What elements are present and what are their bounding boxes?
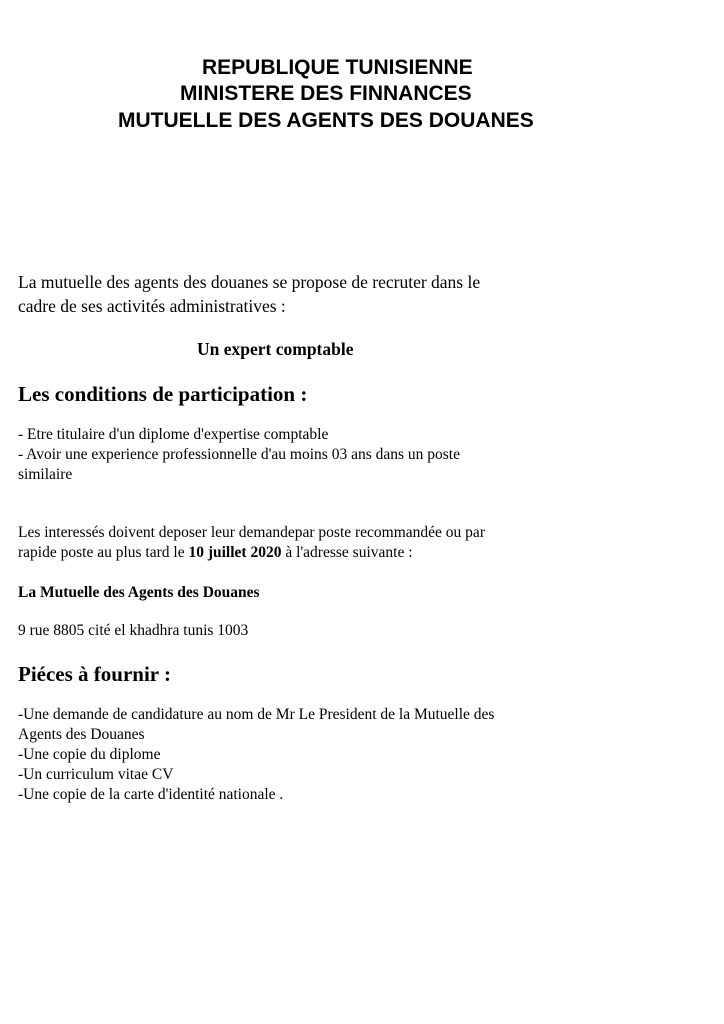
conditions-heading: Les conditions de participation : [18, 382, 308, 406]
application-line [18, 543, 485, 563]
position-title: Un expert comptable [197, 339, 354, 359]
application-text: à l'adresse suivante : [281, 544, 413, 561]
list-item: similaire [18, 466, 73, 483]
application-paragraph [18, 523, 485, 563]
address-line: 9 rue 8805 cité el khadhra tunis 1003 [18, 622, 249, 639]
intro-line: cadre de ses activités administratives : [18, 296, 286, 316]
application-line: Les interessés doivent deposer leur demandepar poste recommandée ou par [18, 524, 485, 541]
list-item: Agents des Douanes [18, 726, 145, 743]
address-name: La Mutuelle des Agents des Douanes [18, 584, 260, 601]
application-text: rapide poste au plus tard le [18, 544, 189, 561]
list-item: - Etre titulaire d'un diplome d'expertise comptable [18, 426, 329, 443]
list-item: -Une copie du diplome [18, 746, 161, 763]
header-ministry: MINISTERE DES FINNANCES [180, 82, 472, 105]
pieces-list [18, 705, 494, 805]
list-item: -Une copie de la carte d'identité nationale . [18, 786, 284, 803]
list-item: -Une demande de candidature au nom de Mr Le President de la Mutuelle des [18, 706, 495, 723]
intro-paragraph [18, 270, 480, 318]
header-republic: REPUBLIQUE TUNISIENNE [202, 56, 473, 79]
intro-line: La mutuelle des agents des douanes se propose de recruter dans le [18, 272, 481, 292]
conditions-list [18, 425, 460, 485]
header-mutual: MUTUELLE DES AGENTS DES DOUANES [118, 109, 534, 132]
application-deadline: 10 juillet 2020 [188, 544, 282, 561]
list-item: -Un curriculum vitae CV [18, 766, 174, 783]
list-item: - Avoir une experience professionnelle d'au moins 03 ans dans un poste [18, 446, 460, 463]
pieces-heading: Piéces à fournir : [18, 662, 171, 686]
